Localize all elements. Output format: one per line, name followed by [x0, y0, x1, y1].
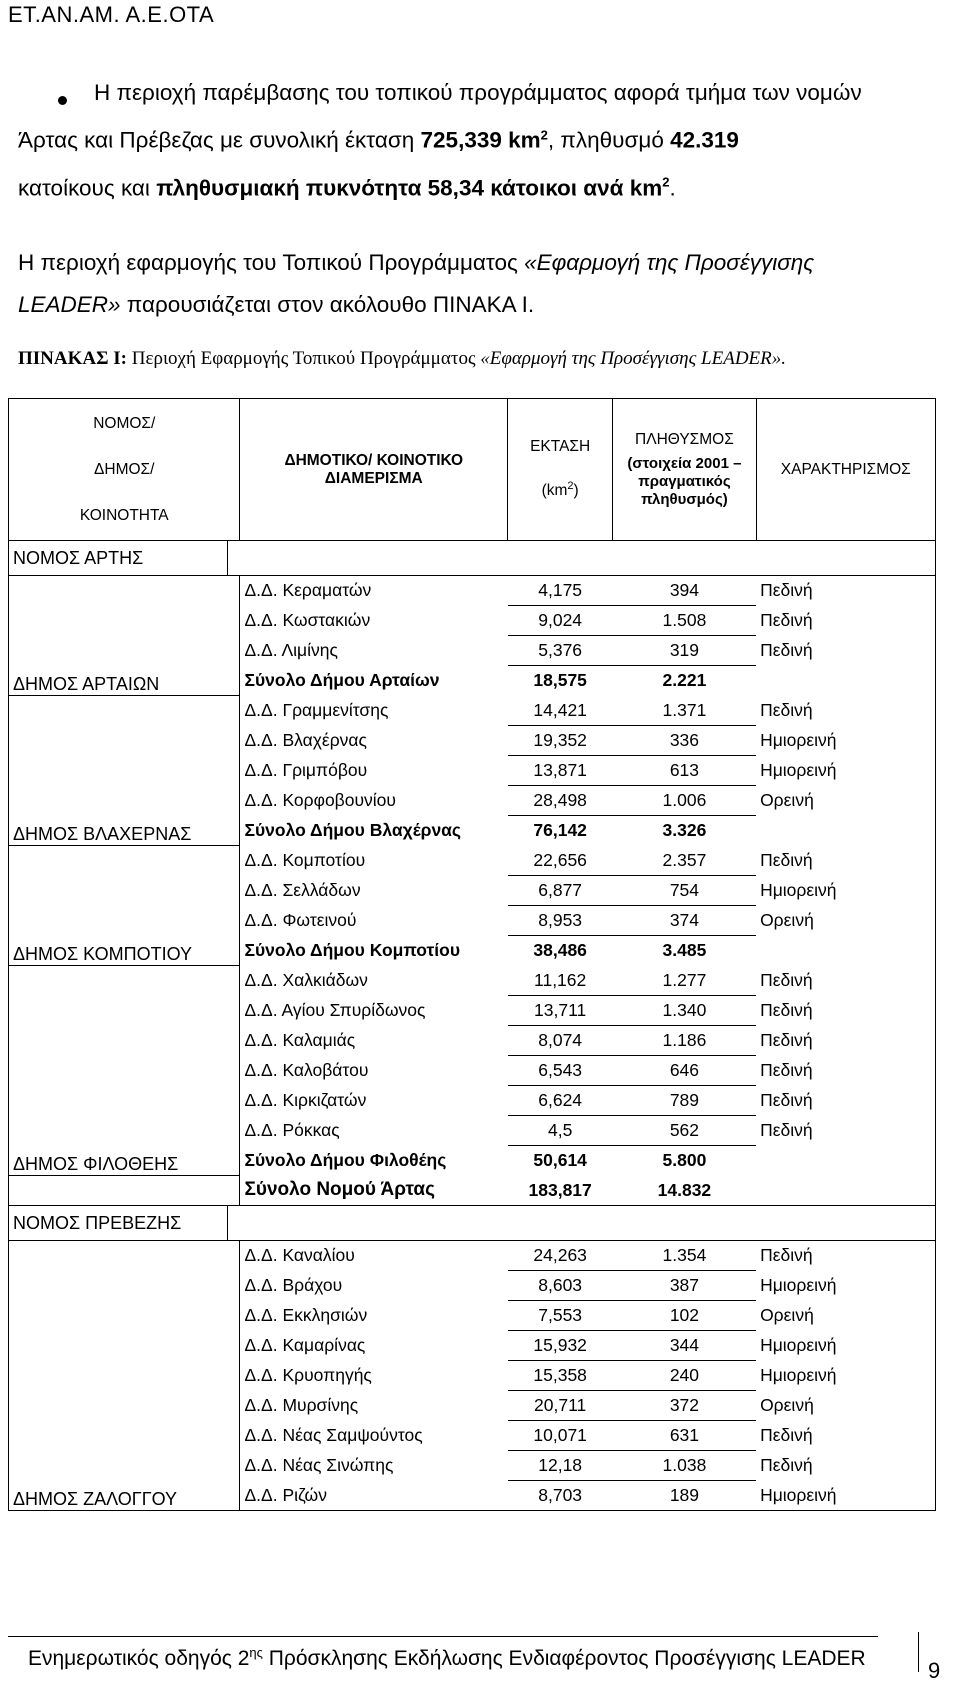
cell-c1 — [9, 1026, 240, 1056]
cell-c4: 1.371 — [613, 696, 756, 726]
cell-c4: 394 — [613, 576, 756, 606]
cell-c3: 5,376 — [508, 636, 613, 666]
footer-rule — [8, 1636, 878, 1637]
bullet-text: κατοίκους και — [18, 175, 157, 200]
region-table — [8, 398, 936, 1511]
cell-c3: 4,5 — [508, 1116, 613, 1146]
cell-c1 — [9, 726, 240, 756]
table-row — [9, 576, 936, 606]
cell-c5: Ημιορεινή — [756, 1361, 935, 1391]
cell-c1: ΔΗΜΟΣ ΚΟΜΠΟΤΙΟΥ — [9, 936, 240, 966]
cell-c1: ΔΗΜΟΣ ΒΛΑΧΕΡΝΑΣ — [9, 816, 240, 846]
cell-c3: 11,162 — [508, 966, 613, 996]
table-row — [9, 1421, 936, 1451]
cell-c3: 14,421 — [508, 696, 613, 726]
cell-c3: 6,543 — [508, 1056, 613, 1086]
cell-c3: 8,603 — [508, 1271, 613, 1301]
bullet-text: . — [669, 175, 676, 200]
cell-c5: Ορεινή — [756, 906, 935, 936]
cell-c1 — [9, 996, 240, 1026]
header-unit: $(km^2)$ — [541, 480, 579, 500]
table-row — [9, 1451, 936, 1481]
footer-part: Ενημερωτικός οδηγός 2 — [28, 1647, 250, 1670]
cell-c4: 754 — [613, 876, 756, 906]
cell-c2: Δ.Δ. Χαλκιάδων — [244, 970, 368, 990]
cell-c1 — [9, 846, 240, 876]
table-row — [9, 996, 936, 1026]
cell-c4: 562 — [613, 1116, 756, 1146]
bullet-text: , πληθυσμό — [547, 127, 671, 153]
cell-c3: 22,656 — [508, 846, 613, 876]
cell-c4: 387 — [613, 1271, 756, 1301]
cell-c4: 14.832 — [657, 1179, 712, 1200]
cell-c5: Πεδινή — [756, 1421, 935, 1451]
cell-c1 — [9, 576, 240, 606]
header-text: (km — [541, 482, 568, 500]
cell-c2: Δ.Δ. Καναλίου — [244, 1245, 355, 1266]
cell-c3: 76,142 — [533, 820, 587, 841]
cell-c2: Δ.Δ. Κορφοβουνίου — [244, 790, 396, 810]
cell-c5: Πεδινή — [756, 1086, 935, 1116]
cell-c3: 20,711 — [508, 1391, 613, 1421]
cell-c4: 319 — [613, 636, 756, 666]
cell-c2: Δ.Δ. Γραμμενίτσης — [244, 700, 389, 720]
header-text: ΝΟΜΟΣ/ — [93, 414, 156, 432]
cell-c5: Ορεινή — [756, 1301, 935, 1331]
intro-paragraph — [18, 242, 918, 326]
header-charaktirismos — [756, 399, 935, 541]
cell-c2: Σύνολο Δήμου Κομποτίου — [244, 940, 461, 960]
cell-c1: ΔΗΜΟΣ ΖΑΛΟΓΓΟΥ — [9, 1481, 240, 1511]
cell-c1 — [9, 876, 240, 906]
bullet-text: Άρτας και Πρέβεζας με συνολική έκταση — [18, 127, 421, 153]
table-header-row — [9, 399, 936, 541]
cell-c4: 613 — [613, 756, 756, 786]
cell-c1: ΔΗΜΟΣ ΦΙΛΟΘΕΗΣ — [9, 1146, 240, 1176]
cell-c3: 8,074 — [508, 1026, 613, 1056]
cell-c3: 38,486 — [533, 940, 587, 961]
cell-c3: 50,614 — [533, 1150, 587, 1171]
para-text: Η περιοχή εφαρμογής του Τοπικού Προγράμματος — [18, 250, 525, 275]
table-row — [9, 936, 936, 966]
header-text: ΔΗΜΟΣ/ — [94, 460, 155, 478]
cell-c3: 19,352 — [508, 726, 613, 756]
cell-c1 — [9, 966, 240, 996]
table-row — [9, 1056, 936, 1086]
nomos-cell — [9, 1206, 936, 1241]
cell-c5: Πεδινή — [756, 696, 935, 726]
cell-c4: 1.038 — [613, 1451, 756, 1481]
cell-c2: Δ.Δ. Καλοβάτου — [244, 1060, 369, 1080]
cell-c5: Ημιορεινή — [756, 1331, 935, 1361]
cell-c4: 240 — [613, 1361, 756, 1391]
cell-c2: Δ.Δ. Σελλάδων — [244, 880, 361, 900]
caption-label: ΠΙΝΑΚΑΣ Ι: — [18, 348, 128, 369]
table-row — [9, 1116, 936, 1146]
cell-c4: 2.357 — [613, 846, 756, 876]
cell-c4: 1.508 — [613, 606, 756, 636]
cell-c2: Δ.Δ. Καλαμιάς — [244, 1030, 356, 1050]
table-row — [9, 786, 936, 816]
cell-c3: 6,877 — [508, 876, 613, 906]
bullet-line-1: Η περιοχή παρέμβασης του τοπικού προγράμματος αφορά τμήμα των νομών — [94, 80, 862, 105]
cell-c4: 3.485 — [662, 940, 707, 961]
cell-c3: 28,498 — [508, 786, 613, 816]
cell-c1 — [9, 1271, 240, 1301]
cell-c1 — [9, 606, 240, 636]
cell-c5: Ημιορεινή — [756, 1271, 935, 1301]
bullet-area: 725,339 km — [420, 127, 541, 153]
footer-part: Πρόσκλησης Εκδήλωσης Ενδιαφέροντος Προσέγγισης LEADER — [262, 1647, 866, 1670]
cell-c5: Πεδινή — [756, 1026, 935, 1056]
cell-c5: Πεδινή — [756, 606, 935, 636]
page-number: 9 — [928, 1658, 941, 1683]
cell-c2: Δ.Δ. Καμαρίνας — [244, 1335, 366, 1355]
cell-c3: 18,575 — [533, 670, 587, 691]
cell-c2: Σύνολο Νομού Άρτας — [244, 1179, 435, 1201]
cell-c3: 9,024 — [508, 606, 613, 636]
cell-c2: Δ.Δ. Κρυοπηγής — [244, 1365, 372, 1385]
cell-c2: Δ.Δ. Βλαχέρνας — [244, 730, 367, 750]
cell-c1 — [9, 1391, 240, 1421]
cell-c3: 6,624 — [508, 1086, 613, 1116]
cell-c4: 1.277 — [613, 966, 756, 996]
table-row — [9, 876, 936, 906]
cell-c5: Ορεινή — [756, 786, 935, 816]
cell-c2: Δ.Δ. Εκκλησιών — [244, 1305, 368, 1325]
cell-c5: Πεδινή — [756, 576, 935, 606]
table-row-nomos-prevezis — [9, 1206, 936, 1241]
header-nomos — [9, 399, 240, 541]
cell-c1 — [9, 1116, 240, 1146]
table-row — [9, 1391, 936, 1421]
cell-c5: Πεδινή — [756, 996, 935, 1026]
cell-c4: 631 — [613, 1421, 756, 1451]
table-row — [9, 726, 936, 756]
cell-c1 — [9, 1086, 240, 1116]
cell-c1 — [9, 1176, 240, 1206]
cell-c4: 372 — [613, 1391, 756, 1421]
table-caption — [18, 348, 786, 370]
table-row — [9, 966, 936, 996]
cell-c5: Πεδινή — [756, 1056, 935, 1086]
cell-c3: 4,175 — [508, 576, 613, 606]
cell-c4: 1.186 — [613, 1026, 756, 1056]
para-line-2 — [18, 284, 918, 326]
table-bottom-border — [9, 1511, 936, 1512]
header-subtext: (στοιχεία 2001 – πραγματικός πληθυσμός) — [627, 454, 742, 508]
cell-c3: 8,703 — [508, 1481, 613, 1511]
cell-c3: 13,711 — [508, 996, 613, 1026]
cell-c2: Δ.Δ. Κεραματών — [244, 580, 372, 601]
cell-c1: ΔΗΜΟΣ ΑΡΤΑΙΩΝ — [9, 666, 240, 696]
cell-c2: Δ.Δ. Κομποτίου — [244, 850, 366, 870]
table-row — [9, 606, 936, 636]
cell-c4: 336 — [613, 726, 756, 756]
table-body-arta — [9, 576, 936, 1206]
table-row — [9, 1146, 936, 1176]
cell-c1 — [9, 636, 240, 666]
cell-c1 — [9, 1301, 240, 1331]
table-body-preveza — [9, 1241, 936, 1511]
cell-c2: Δ.Δ. Νέας Σαμψούντος — [244, 1425, 423, 1445]
bullet-population: 42.319 — [670, 127, 739, 153]
cell-c2: Δ.Δ. Ριζών — [244, 1484, 327, 1505]
cell-c5: Πεδινή — [756, 636, 935, 666]
cell-c4: 3.326 — [662, 820, 707, 841]
para-line-1 — [18, 242, 918, 284]
bullet-density: πληθυσμιακή πυκνότητα 58,34 κάτοικοι ανά km — [156, 175, 663, 200]
cell-c4: 646 — [613, 1056, 756, 1086]
footer-vertical-rule — [918, 1632, 919, 1672]
nomos-cell — [9, 541, 936, 576]
cell-c4: 344 — [613, 1331, 756, 1361]
cell-c4: 102 — [613, 1301, 756, 1331]
para-text: παρουσιάζεται στον ακόλουθο ΠΙΝΑΚΑ Ι. — [120, 292, 535, 317]
table-row — [9, 1271, 936, 1301]
cell-c1 — [9, 696, 240, 726]
cell-c4: 5.800 — [662, 1150, 707, 1171]
header-text: ΔΗΜΟΤΙΚΟ/ ΚΟΙΝΟΤΙΚΟ ΔΙΑΜΕΡΙΣΜΑ — [284, 451, 464, 487]
cell-c4: 1.354 — [613, 1241, 756, 1271]
cell-c3: 15,932 — [508, 1331, 613, 1361]
cell-c2: Δ.Δ. Βράχου — [244, 1275, 343, 1295]
cell-c2: Δ.Δ. Λιμίνης — [244, 640, 338, 660]
cell-c2: Δ.Δ. Γριμπόβου — [244, 760, 368, 780]
cell-c4: 374 — [613, 906, 756, 936]
cell-c3: 13,871 — [508, 756, 613, 786]
cell-c5 — [756, 1176, 935, 1206]
header-text: ΚΟΙΝΟΤΗΤΑ — [79, 506, 169, 524]
cell-c5: Πεδινή — [756, 1241, 935, 1271]
table-row — [9, 636, 936, 666]
para-italic: «Εφαρμογή της Προσέγγισης — [524, 250, 815, 275]
cell-c2: Δ.Δ. Μυρσίνης — [244, 1395, 359, 1415]
table-row-nomos-artis — [9, 541, 936, 576]
bullet-line-3: κατοίκους και πληθυσμιακή πυκνότητα 58,34 κάτοικοι ανά $km^2$. — [18, 174, 676, 200]
table-row — [9, 846, 936, 876]
cell-c5: Ημιορεινή — [756, 756, 935, 786]
cell-c5: Πεδινή — [756, 1451, 935, 1481]
nomos-label: ΝΟΜΟΣ ΠΡΕΒΕΖΗΣ — [13, 1206, 228, 1240]
header-text: ΕΚΤΑΣΗ — [530, 438, 591, 456]
table-row — [9, 1481, 936, 1511]
cell-c5: Ημιορεινή — [756, 726, 935, 756]
cell-c5: Πεδινή — [756, 846, 935, 876]
document-header: ΕΤ.ΑΝ.ΑΜ. Α.Ε.ΟΤΑ — [8, 2, 215, 27]
cell-c5 — [756, 1146, 935, 1176]
table-row — [9, 1301, 936, 1331]
cell-c4: 189 — [613, 1481, 756, 1511]
table-row — [9, 1176, 936, 1206]
cell-c2: Σύνολο Δήμου Βλαχέρνας — [244, 820, 462, 840]
header-ektasi — [508, 399, 613, 541]
cell-c5: Πεδινή — [756, 966, 935, 996]
footer-sup: ης — [249, 1645, 263, 1660]
cell-c1 — [9, 786, 240, 816]
cell-c3: 15,358 — [508, 1361, 613, 1391]
header-plithysmos — [613, 399, 756, 541]
cell-c4: 789 — [613, 1086, 756, 1116]
cell-c1 — [9, 1451, 240, 1481]
cell-c3: 8,953 — [508, 906, 613, 936]
cell-c2: Δ.Δ. Κιρκιζατών — [244, 1090, 367, 1110]
cell-c5 — [756, 816, 935, 846]
cell-c1 — [9, 1056, 240, 1086]
cell-c2: Δ.Δ. Αγίου Σπυρίδωνος — [244, 1000, 426, 1020]
header-text: ΧΑΡΑΚΤΗΡΙΣΜΟΣ — [780, 460, 911, 478]
caption-italic: «Εφαρμογή της Προσέγγισης LEADER». — [480, 348, 786, 369]
table-row — [9, 1331, 936, 1361]
cell-c5 — [756, 936, 935, 966]
table-row — [9, 1026, 936, 1056]
cell-c5: Ημιορεινή — [756, 1481, 935, 1511]
header-text: ΠΛΗΘΥΣΜΟΣ — [635, 430, 734, 448]
footer-text — [28, 1645, 866, 1671]
cell-c5 — [756, 666, 935, 696]
cell-c4: 1.340 — [613, 996, 756, 1026]
table-row — [9, 1241, 936, 1271]
cell-c5: Ημιορεινή — [756, 876, 935, 906]
header-diamerisma — [240, 399, 508, 541]
bullet-line-2: Άρτας και Πρέβεζας με συνολική έκταση 725,339 $km^2$, πληθυσμό 42.319 — [18, 127, 739, 153]
cell-c3: 24,263 — [508, 1241, 613, 1271]
cell-c1 — [9, 906, 240, 936]
cell-c3: 12,18 — [508, 1451, 613, 1481]
caption-text: Περιοχή Εφαρμογής Τοπικού Προγράμματος — [127, 348, 481, 369]
cell-c2: Σύνολο Δήμου Φιλοθέης — [244, 1150, 447, 1170]
cell-c5: Πεδινή — [756, 1116, 935, 1146]
cell-c1 — [9, 1241, 240, 1271]
cell-c1 — [9, 1361, 240, 1391]
table-row — [9, 696, 936, 726]
cell-c2: Σύνολο Δήμου Αρταίων — [244, 670, 440, 690]
cell-c2: Δ.Δ. Φωτεινού — [244, 910, 357, 930]
cell-c3: 7,553 — [508, 1301, 613, 1331]
para-italic: LEADER» — [18, 292, 121, 317]
nomos-label: ΝΟΜΟΣ ΑΡΤΗΣ — [13, 541, 228, 575]
cell-c2: Δ.Δ. Κωστακιών — [244, 610, 371, 630]
table-row — [9, 756, 936, 786]
table-row — [9, 1086, 936, 1116]
header-text: ) — [573, 482, 579, 500]
table-row — [9, 1361, 936, 1391]
cell-c4: 2.221 — [662, 670, 707, 691]
cell-c1 — [9, 1331, 240, 1361]
cell-c3: 183,817 — [528, 1179, 592, 1200]
table-row — [9, 666, 936, 696]
cell-c3: 10,071 — [508, 1421, 613, 1451]
cell-c5: Ορεινή — [756, 1391, 935, 1421]
bullet-paragraph — [18, 72, 908, 209]
cell-c1 — [9, 756, 240, 786]
table-row — [9, 906, 936, 936]
cell-c2: Δ.Δ. Ρόκκας — [244, 1120, 340, 1140]
cell-c4: 1.006 — [613, 786, 756, 816]
cell-c2: Δ.Δ. Νέας Σινώπης — [244, 1455, 394, 1475]
table-row — [9, 816, 936, 846]
cell-c1 — [9, 1421, 240, 1451]
